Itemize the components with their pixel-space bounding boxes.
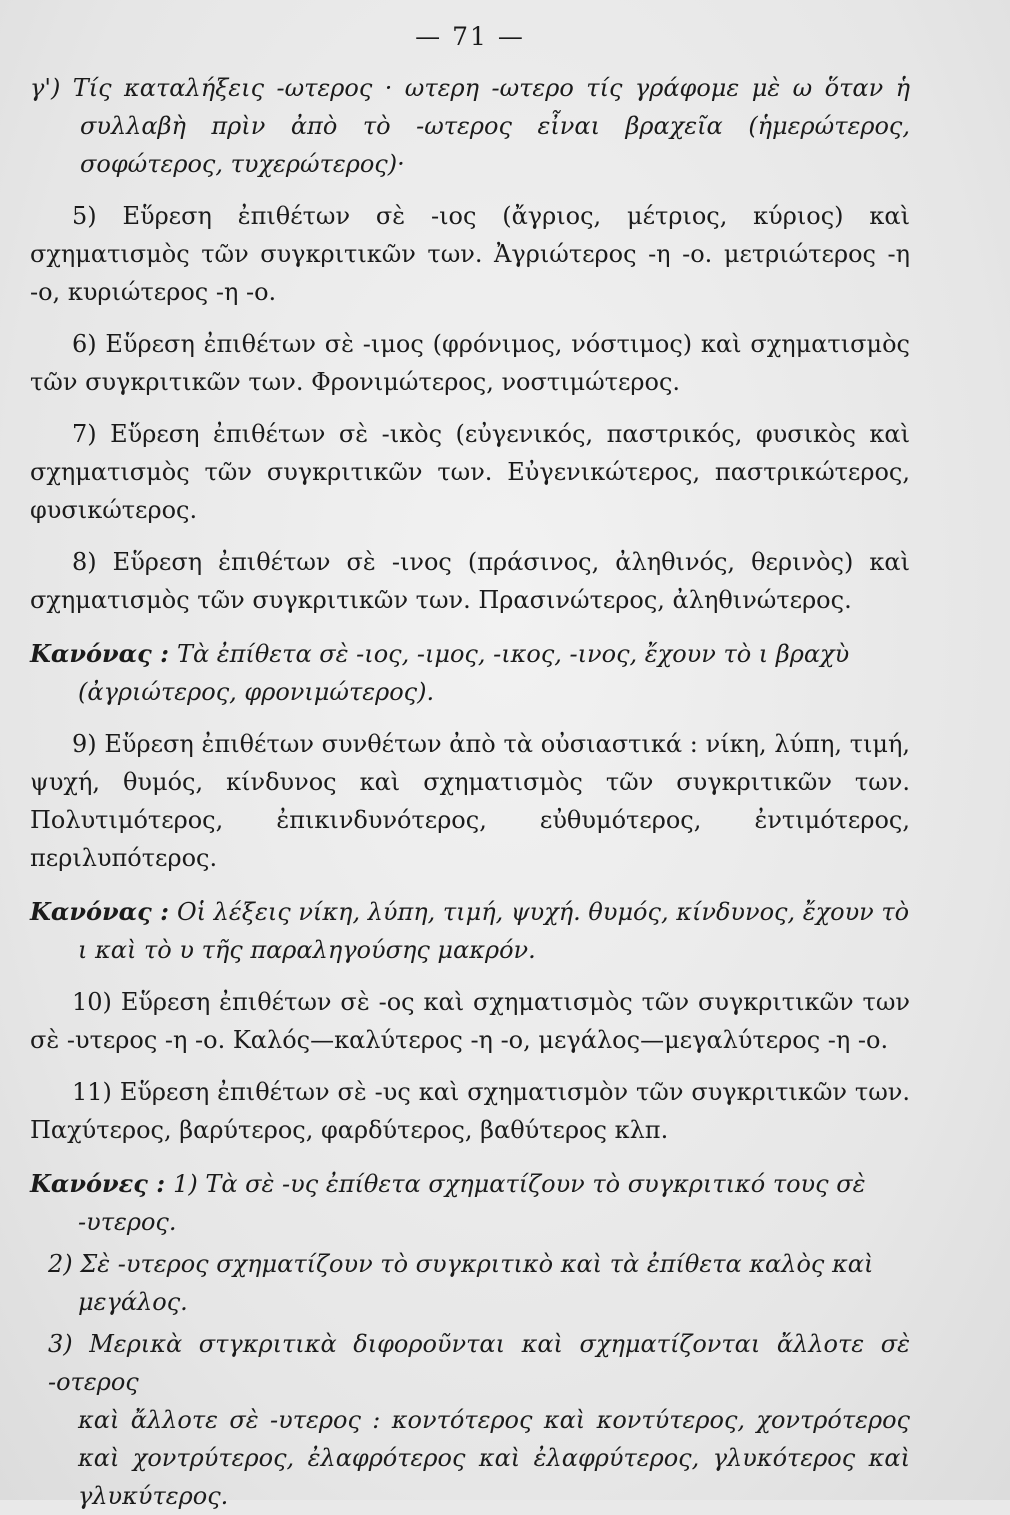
paragraph-10: 10) Εὕρεση ἐπιθέτων σὲ -ος καὶ σχηματισμὸς τῶν συγκριτικῶν των σὲ -υτερος -η -ο. Καλός—καλύτερος -η -ο, μεγάλος—μεγαλύτερος -η -ο. — [30, 988, 910, 1054]
rules-list — [30, 1165, 910, 1515]
rule-text: Οἱ λέξεις νίκη, λύπη, τιμή, ψυχή. θυμός, κίνδυνος, ἔχουν τὸ — [176, 898, 910, 926]
rule-2 — [30, 893, 910, 969]
rule-text: Τὰ ἐπίθετα σὲ -ιος, -ιμος, -ικος, -ινος, ἔχουν τὸ ι βραχὺ — [176, 640, 850, 668]
rule-label: Κανόνας : — [30, 897, 169, 926]
paragraph-5: 5) Εὕρεση ἐπιθέτων σὲ -ιος (ἄγριος, μέτριος, κύριος) καὶ σχηματισμὸς τῶν συγκριτικῶν των. Ἀγριώτερος -η -ο. μετριώτερος -η -ο, κυριώτερος -η -ο. — [30, 202, 910, 306]
page-number: — 71 — — [415, 22, 525, 51]
rule-item-2-cont: μεγάλος. — [78, 1288, 188, 1316]
paragraph-9: 9) Εὕρεση ἐπιθέτων συνθέτων ἀπὸ τὰ οὐσιαστικά : νίκη, λύπη, τιμή, ψυχή, θυμός, κίνδυνος καὶ σχηματισμὸς τῶν συγκριτικῶν των. Πολυτιμότερος, ἐπικινδυνότερος, εὐθυμότερος, ἐντιμότερος, περιλυπότερος. — [30, 730, 910, 872]
rule-item-1: 1) Τὰ σὲ -υς ἐπίθετα σχηματίζουν τὸ συγκριτικό τους σὲ — [173, 1170, 866, 1198]
rule-text-cont: (ἀγριώτερος, φρονιμώτερος). — [78, 678, 435, 706]
rule-item-2: 2) Σὲ -υτερος σχηματίζουν τὸ συγκριτικὸ καὶ τὰ ἐπίθετα καλὸς καὶ — [48, 1250, 874, 1278]
rule-text-cont: ι καὶ τὸ υ τῆς παραληγούσης μακρόν. — [78, 936, 536, 964]
rule-item-3-cont: καὶ ἄλλοτε σὲ -υτερος : κοντότερος καὶ κοντύτερος, χοντρότερος καὶ χοντρύτερος, ἐλαφρότερος καὶ ἐλαφρύτερος, γλυκότερος καὶ γλυκύτερος. — [78, 1406, 910, 1510]
rule-1 — [30, 635, 910, 711]
paragraph-gamma: γ') Τίς καταλήξεις -ωτερος · ωτερη -ωτερο τίς γράφομε μὲ ω ὅταν ἡ συλλαβὴ πρὶν ἀπὸ τὸ -ωτερος εἶναι βραχεῖα (ἡμερώτερος, σοφώτερος, τυχερώτερος)· — [30, 74, 910, 178]
paragraph-6: 6) Εὕρεση ἐπιθέτων σὲ -ιμος (φρόνιμος, νόστιμος) καὶ σχηματισμὸς τῶν συγκριτικῶν των. Φρονιμώτερος, νοστιμώτερος. — [30, 330, 910, 396]
rules-label: Κανόνες : — [30, 1169, 166, 1198]
paragraph-11: 11) Εὕρεση ἐπιθέτων σὲ -υς καὶ σχηματισμὸν τῶν συγκριτικῶν των. Παχύτερος, βαρύτερος, φαρδύτερος, βαθύτερος κλπ. — [30, 1078, 910, 1144]
rule-label: Κανόνας : — [30, 639, 169, 668]
rule-item-1-cont: -υτερος. — [78, 1208, 177, 1236]
paragraph-7: 7) Εὕρεση ἐπιθέτων σὲ -ικὸς (εὐγενικός, παστρικός, φυσικὸς καὶ σχηματισμὸς τῶν συγκριτικῶν των. Εὐγενικώτερος, παστρικώτερος, φυσικώτερος. — [30, 420, 910, 524]
rule-item-3: 3) Μερικὰ στγκριτικὰ διφοροῦνται καὶ σχηματίζονται ἄλλοτε σὲ -οτερος — [48, 1330, 910, 1396]
paragraph-8: 8) Εὕρεση ἐπιθέτων σὲ -ινος (πράσινος, ἀληθινός, θερινὸς) καὶ σχηματισμὸς τῶν συγκριτικῶν των. Πρασινώτερος, ἀληθινώτερος. — [30, 548, 910, 614]
